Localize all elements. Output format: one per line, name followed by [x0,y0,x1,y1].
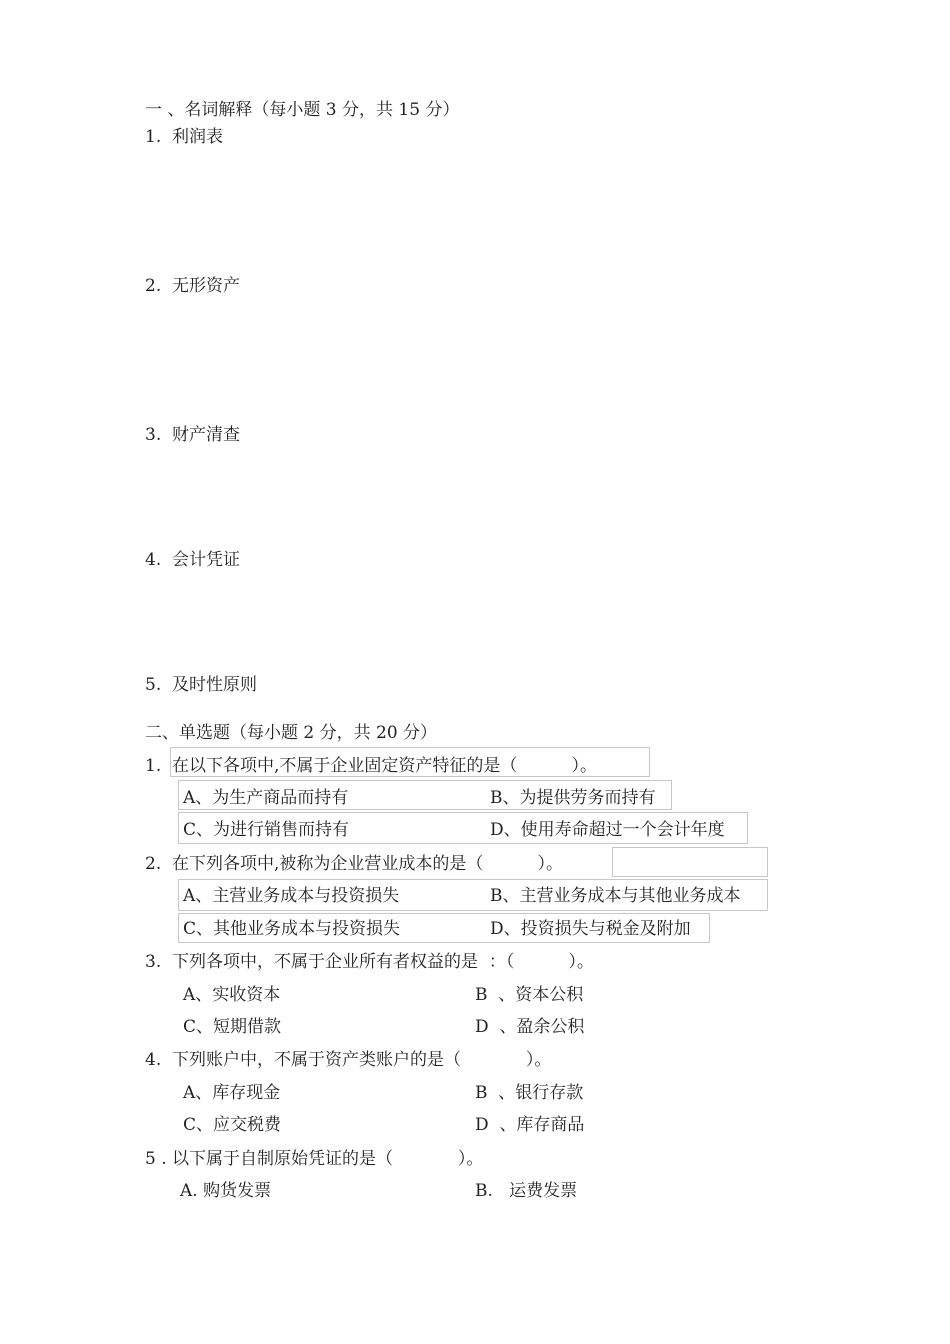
question-3-option-d: D 、盈余公积 [475,1017,585,1037]
question-4-option-c: C、应交税费 [183,1115,282,1135]
section2-heading: 二、单选题（每小题 2 分，共 20 分） [145,723,438,743]
term-1: 1. 利润表 [145,127,224,147]
question-2-option-d: D、投资损失与税金及附加 [490,919,691,939]
section1-heading: 一 、名词解释（每小题 3 分，共 15 分） [145,100,460,120]
question-4-option-b: B 、银行存款 [475,1083,584,1103]
question-5-option-b: B. 运费发票 [475,1181,578,1201]
question-1-option-d: D、使用寿命超过一个会计年度 [490,820,725,840]
question-5-option-a: A. 购货发票 [180,1181,272,1201]
question-2-option-b: B、主营业务成本与其他业务成本 [490,886,741,906]
question-3-option-b: B 、资本公积 [475,985,584,1005]
question-4-option-d: D 、库存商品 [475,1115,585,1135]
question-1-option-c: C、为进行销售而持有 [183,820,350,840]
term-2: 2. 无形资产 [145,276,241,296]
question-3-option-a: A、实收资本 [183,985,281,1005]
question-2-option-c: C、其他业务成本与投资损失 [183,919,401,939]
term-3: 3. 财产清查 [145,425,241,445]
question-5-stem: 5 . 以下属于自制原始凭证的是（ ）。 [145,1149,484,1169]
option-box-q2-stem [612,847,768,877]
question-4-stem: 4. 下列账户中，不属于资产类账户的是（ ）。 [145,1050,552,1070]
question-4-option-a: A、库存现金 [183,1083,281,1103]
question-1-option-b: B、为提供劳务而持有 [490,788,656,808]
question-3-stem: 3. 下列各项中，不属于企业所有者权益的是 ：（ ）。 [145,952,594,972]
question-2-stem: 2. 在下列各项中,被称为企业营业成本的是（ ）。 [145,854,563,874]
question-3-option-c: C、短期借款 [183,1017,282,1037]
question-1-option-a: A、为生产商品而持有 [183,788,349,808]
question-2-option-a: A、主营业务成本与投资损失 [183,886,400,906]
question-1-stem: 1. 在以下各项中,不属于企业固定资产特征的是（ ）。 [145,756,597,776]
term-5: 5. 及时性原则 [145,675,258,695]
term-4: 4. 会计凭证 [145,550,241,570]
